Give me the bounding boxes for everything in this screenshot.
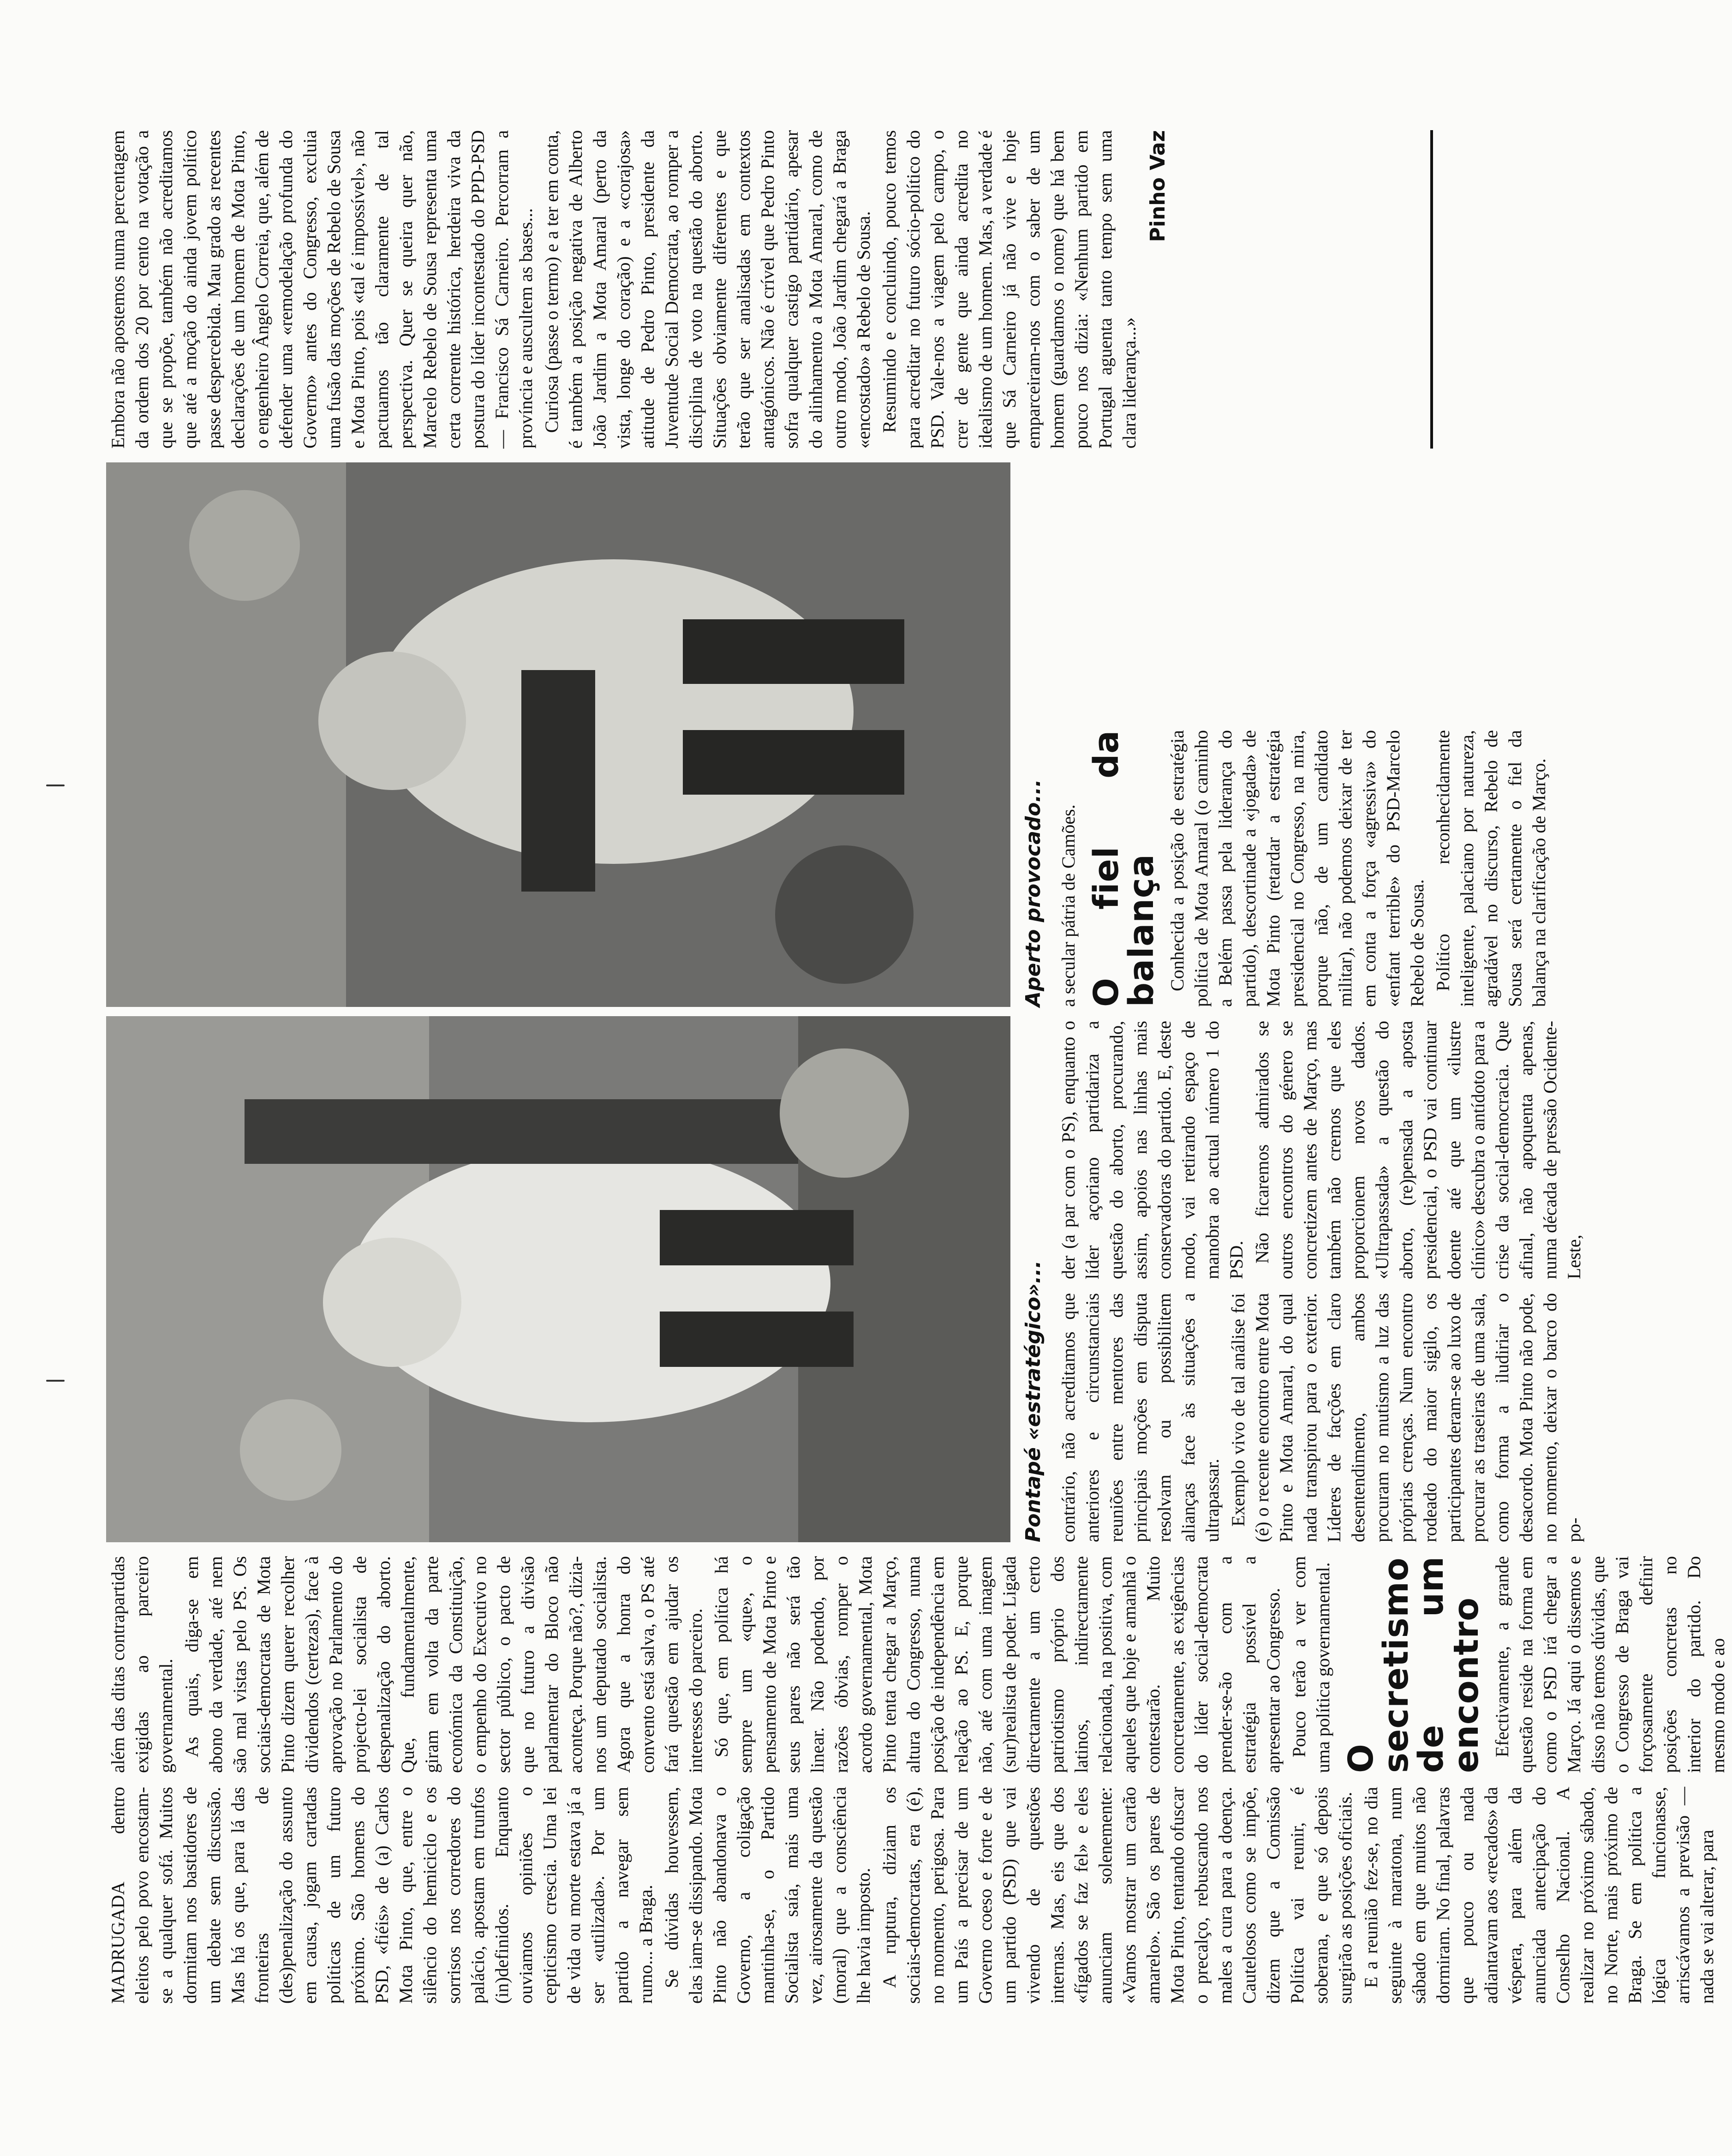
- paragraph: E a reunião fez-se, no dia seguinte à maratona, num sábado em que muitos não dormiram. No final, palavras que pouco ou nada adiantavam aos «recados» da véspera, para além da anunciada antecipação do Conselho Nacional. A realizar no próximo sábado, no Norte, mais próximo de Braga. Se em política a lógica funcionasse, arriscávamos a previsão — nada se vai alterar, para: [1361, 1787, 1717, 2004]
- paragraph: Resumindo e concluindo, pouco temos para acreditar no futuro sócio-político do PSD. Vale-nos a viagem pelo campo, o crer de gente que ainda acredita no idealismo de um homem. Mas, a verdade é que Sá Carneiro já não vive e hoje emparceiram-nos com o saber de um homem (guardamos o nome) que há bem pouco nos dizia: «Nenhum partido em Portugal aguenta tanto tempo sem uma clara liderança...»: [879, 130, 1140, 449]
- column-2: [106, 1556, 1732, 1773]
- paragraph: Efectivamente, a grande questão reside na forma em como o PSD irá chegar a Março. Já aqui o dissemos e disso não temos dúvidas, que o Congresso de Braga vai forçosamente definir posições concretas no interior do partido. Do mesmo modo e ao: [1492, 1556, 1728, 1773]
- paragraph: Pouco terão a ver com uma política governamental.: [1289, 1556, 1333, 1773]
- column-5: [1057, 1021, 1588, 1279]
- paragraph: der (a par com o PS), enquanto o líder açoriano partidariza a questão do aborto, procurando, assim, apoios nas linhas mais conservadoras do partido. E, deste modo, vai retirando espaço de manobra ao actual número 1 do PSD.: [1058, 1021, 1247, 1279]
- paragraph: Não ficaremos admirados se outros encontros do género se concretizem antes de Março, mas também não cremos que eles proporcionem novos dados. «Ultrapassada» a questão do aborto, (re)pensada a aposta presidencial, o PSD vai continuar doente até que um «ilustre clínico» descubra o antídoto para a crise da social-democracia. Que afinal, não apoquenta apenas, numa década de pressão Ocidente-Leste,: [1252, 1021, 1584, 1279]
- paragraph: contrário, não acreditamos que anteriores e circunstanciais reuniões entre mentores das principais moções em disputa resolvam ou possibilitem alianças face às situações a ultrapassar.: [1058, 1293, 1223, 1542]
- paragraph: Exemplo vivo de tal análise foi (é) o recente encontro entre Mota Pinto e Mota Amaral, do qual nada transpirou para o exterior. Líderes de facções em claro desentendimento, ambos procuram no mutismo a luz das próprias crenças. Num encontro rodeado do maior sigilo, os participantes deram-se ao luxo de procurar as traseiras de uma sala, como forma a iludiriar o desacordo. Mota Pinto não pode, no momento, deixar o barco do po-: [1228, 1293, 1584, 1542]
- paragraph: Se dúvidas houvessem, elas iam-se dissipando. Mota Pinto não abandonava o Governo, a coligação mantinha-se, o Partido Socialista saía, mais uma vez, airosamente da questão (moral) que a consciência lhe havia imposto.: [661, 1787, 874, 2004]
- scan-mark: [46, 1380, 65, 1382]
- subheading-secretismo: [1341, 1556, 1486, 1773]
- paragraph: além das ditas contrapartidas exigidas ao parceiro governamental.: [108, 1556, 176, 1773]
- paragraph: Político reconhecidamente inteligente, palaciano por natureza, agradável no discurso, Rebelo de Sousa será certamente o fiel da balança na clarificação de Março.: [1433, 730, 1549, 1007]
- subheading-fiel: O fiel da balança: [1087, 730, 1161, 1007]
- subheading-line: O secretismo: [1341, 1557, 1416, 1773]
- paragraph: a secular pátria de Camões.: [1058, 804, 1079, 1007]
- newspaper-article: [106, 130, 1728, 2004]
- photo-left-image: [106, 1016, 1010, 1542]
- caption-right: Aperto provocado...: [1021, 779, 1045, 1007]
- photo-right-image: [106, 462, 1010, 1007]
- column-7: [106, 130, 1170, 449]
- caption-left: Pontapé «estratégico»...: [1021, 1260, 1045, 1542]
- paragraph: Embora não apostemos numa percentagem da ordem dos 20 por cento na votação a que se propõe, também não acreditamos que até a moção do ainda jovem político passe despercebida. Mau grado as recentes declarações de um homem de Mota Pinto, o engenheiro Ângelo Correia, que, além de defender uma «remodelação profunda do Governo» antes do Congresso, excluia uma fusão das moções de Rebelo de Sousa e Mota Pinto, pois «tal é impossível», não pactuamos tão claramente de tal perspectiva. Quer se queira quer não, Marcelo Rebelo de Sousa representa uma certa corrente histórica, herdeira viva da postura do líder incontestado do PPD-PSD — Francisco Sá Carneiro. Percorram a província e auscultem as bases...: [108, 130, 536, 449]
- paragraph: MADRUGADA dentro eleitos pelo povo encostam-se a qualquer sofá. Muitos dormitam nos bastidores de um debate sem discussão. Mas há os que, para lá das fronteiras de (des)penalização do assunto em causa, jogam cartadas políticas de um futuro próximo. São homens do PSD, «fiéis» de (a) Carlos Mota Pinto, que, entre o silêncio do hemiciclo e os sorrisos nos corredores do palácio, apostam em trunfos (in)definidos. Enquanto ouviamos opiniões o cepticismo crescia. Uma lei de vida ou morte estava já a ser «utilizada». Por um partido a navegar sem rumo... a Braga.: [108, 1787, 656, 2004]
- column-6: [1057, 730, 1553, 1007]
- byline: Pinho Vaz: [1146, 130, 1170, 242]
- column-rule: [1430, 130, 1433, 449]
- photo-left: [106, 1016, 1010, 1542]
- column-1: [106, 1787, 1721, 2004]
- paragraph: Só que, em política há sempre um «que», o pensamento de Mota Pinto e seus pares não será tão linear. Não podendo, por razões óbvias, romper o acordo governamental, Mota Pinto tenta chegar a Março, altura do Congresso, numa posição de independência em relação ao PS. E, porque não, até com uma imagem (sur)realista de poder. Ligada directamente a um certo patriotismo próprio dos latinos, indirectamente relacionada, na positiva, com aqueles que hoje e amanhã o contestarão. Muito concretamente, as exigências do líder social-democrata prender-se-ão com a estratégia possível a apresentar ao Congresso.: [711, 1556, 1284, 1773]
- paragraph: Conhecida a posição de estratégia política de Mota Amaral (o caminho a Belém passa pela liderança do partido), descortinade a «jogada» de Mota Pinto (retardar a estratégia presidencial no Congresso, na mira, porque não, de um candidato militar), não podemos deixar de ter em conta a força «agressiva» do «enfant terrible» do PSD-Marcelo Rebelo de Sousa.: [1167, 730, 1427, 1007]
- photo-right: [106, 462, 1010, 1007]
- scan-mark: [46, 785, 65, 786]
- column-4: [1057, 1293, 1588, 1542]
- paragraph: A ruptura, diziam os sociais-democratas, era (é), no momento, perigosa. Para um País a precisar de um Governo coeso e forte e de um partido (PSD) que vai vivendo de questões internas. Mas, eis que dos «fígados se faz fel» e eles anunciam solenemente: «Vamos mostrar um cartão amarelo». São os pares de Mota Pinto, tentando ofuscar o precalço, rebuscando nos males a cura para a doença. Cautelosos como se impõe, dizem que a Comissão Política vai reunir, é soberana, e que só depois surgirão as posições oficiais.: [879, 1787, 1356, 2004]
- paragraph: Curiosa (passe o termo) e a ter em conta, é também a posição negativa de Alberto João Jardim a Mota Amaral (perto da vista, longe do coração) e a «corajosa» atitude de Pedro Pinto, presidente da Juventude Social Democrata, ao romper a disciplina de voto na questão do aborto. Situações obviamente diferentes e que terão que ser analisadas em contextos antagónicos. Não é crível que Pedro Pinto sofra qualquer castigo partidário, apesar do alinhamento a Mota Amaral, como de outro modo, João Jardim chegará a Braga «encostado» a Rebelo de Sousa.: [541, 130, 874, 449]
- subheading-line: de um encontro: [1411, 1556, 1486, 1773]
- paragraph: As quais, diga-se em abono da verdade, até nem são mal vistas pelo PS. Os sociais-democratas de Mota Pinto dizem querer recolher dividendos (certezas), face à aprovação no Parlamento do projecto-lei socialista de despenalização do aborto. Que, fundamentalmente, giram em volta da parte económica da Constituição, o empenho do Executivo no sector público, o pacto de que no futuro a divisão parlamentar do Bloco não aconteça. Porque não?, dizia-nos um deputado socialista. Agora que a honra do convento está salva, o PS até fará questão em ajudar os interesses do parceiro.: [181, 1556, 706, 1773]
